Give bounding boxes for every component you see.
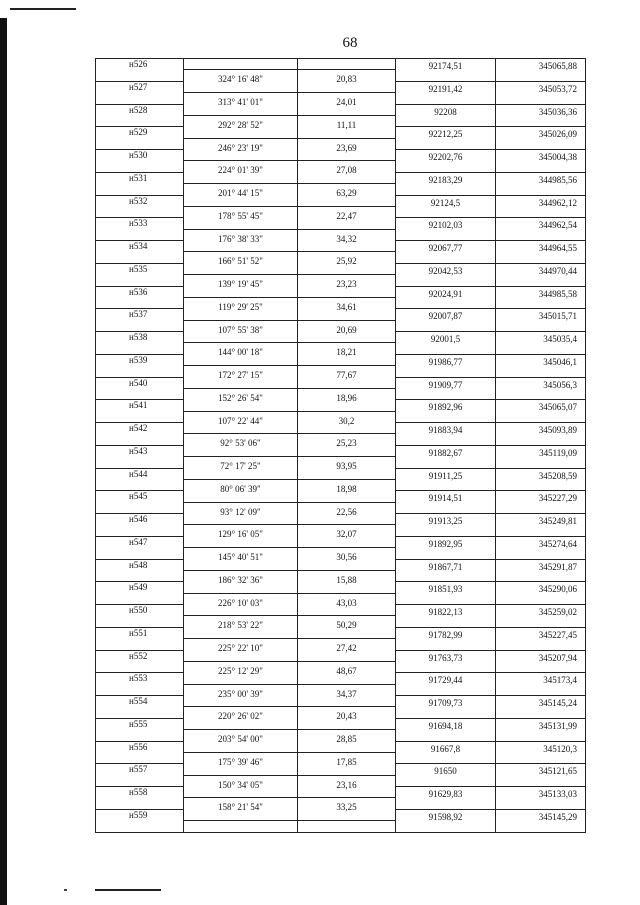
point-name-cell: н541	[96, 400, 184, 423]
angle-cell: 166° 51' 52"	[184, 252, 298, 275]
point-name-cell: н554	[96, 696, 184, 719]
coord-x-cell: 91892,95	[396, 537, 496, 560]
coord-y-cell: 345046,1	[496, 355, 586, 378]
distance-cell: 24,01	[298, 93, 396, 116]
scan-line-bottom	[95, 889, 161, 891]
coord-y-cell: 345035,4	[496, 332, 586, 355]
coord-x-cell: 92208	[396, 105, 496, 128]
coord-x-cell: 92024,91	[396, 287, 496, 310]
point-name-cell: н553	[96, 673, 184, 696]
angle-cell: 93° 12' 09"	[184, 503, 298, 526]
coord-y-cell: 345291,87	[496, 560, 586, 583]
point-name-cell: н540	[96, 378, 184, 401]
coord-y-cell: 345056,3	[496, 378, 586, 401]
angle-cell: 324° 16' 48"	[184, 70, 298, 93]
point-name-cell: н558	[96, 787, 184, 810]
coord-y-cell: 345119,09	[496, 446, 586, 469]
coord-x-cell: 91914,51	[396, 491, 496, 514]
angle-cell: 292° 28' 52"	[184, 116, 298, 139]
distance-cell: 20,83	[298, 70, 396, 93]
angle-cell: 72° 17' 25"	[184, 457, 298, 480]
coord-x-cell: 92174,51	[396, 59, 496, 82]
point-name-cell: н535	[96, 264, 184, 287]
distance-cell: 34,32	[298, 230, 396, 253]
coord-x-cell: 91650	[396, 764, 496, 787]
angle-cell: 176° 38' 33"	[184, 230, 298, 253]
distance-cell: 48,67	[298, 662, 396, 685]
point-name-cell: н548	[96, 560, 184, 583]
angle-cell: 80° 06' 39"	[184, 480, 298, 503]
coord-y-cell: 345173,4	[496, 673, 586, 696]
distance-cell: 27,42	[298, 639, 396, 662]
coord-x-cell: 91882,67	[396, 446, 496, 469]
angle-cell: 107° 55' 38"	[184, 321, 298, 344]
point-name-cell: н546	[96, 514, 184, 537]
distance-cell: 28,85	[298, 730, 396, 753]
point-name-cell: н537	[96, 309, 184, 332]
coord-x-cell: 92202,76	[396, 150, 496, 173]
coord-y-cell: 345145,29	[496, 810, 586, 833]
point-name-cell: н557	[96, 764, 184, 787]
coord-x-cell: 92124,5	[396, 196, 496, 219]
coord-x-cell: 92212,25	[396, 127, 496, 150]
coord-y-cell: 345290,06	[496, 582, 586, 605]
point-name-cell: н545	[96, 491, 184, 514]
angle-cell: 203° 54' 00"	[184, 730, 298, 753]
point-name-cell: н526	[96, 59, 184, 82]
coord-x-cell: 91909,77	[396, 378, 496, 401]
point-name-cell: н539	[96, 355, 184, 378]
angle-cell: 119° 29' 25"	[184, 298, 298, 321]
coord-x-cell: 91709,73	[396, 696, 496, 719]
point-name-cell: н547	[96, 537, 184, 560]
coord-y-cell: 345053,72	[496, 82, 586, 105]
distance-cell: 25,92	[298, 252, 396, 275]
coord-y-cell: 344962,54	[496, 218, 586, 241]
coord-y-cell: 345131,99	[496, 719, 586, 742]
point-name-cell: н536	[96, 287, 184, 310]
point-name-cell: н532	[96, 196, 184, 219]
angle-cell: 158° 21' 54"	[184, 798, 298, 821]
distance-cell: 27,08	[298, 161, 396, 184]
angle-cell: 145° 40' 51"	[184, 548, 298, 571]
angle-cell: 172° 27' 15"	[184, 366, 298, 389]
distance-cell: 93,95	[298, 457, 396, 480]
coord-y-cell: 345207,94	[496, 651, 586, 674]
point-name-cell: н549	[96, 582, 184, 605]
coord-x-cell: 91629,83	[396, 787, 496, 810]
angle-cell: 175° 39' 46"	[184, 753, 298, 776]
coord-y-cell: 345004,38	[496, 150, 586, 173]
angle-cell: 201° 44' 15"	[184, 184, 298, 207]
coord-y-cell: 345145,24	[496, 696, 586, 719]
coord-x-cell: 91822,13	[396, 605, 496, 628]
coord-x-cell: 91729,44	[396, 673, 496, 696]
distance-cell: 30,2	[298, 412, 396, 435]
angle-cell: 235° 00' 39"	[184, 685, 298, 708]
coord-x-cell: 91782,99	[396, 628, 496, 651]
point-name-cell: н551	[96, 628, 184, 651]
coord-y-cell: 345227,29	[496, 491, 586, 514]
coord-x-cell: 91911,25	[396, 469, 496, 492]
point-name-cell: н534	[96, 241, 184, 264]
coord-x-cell: 92102,03	[396, 218, 496, 241]
coord-y-cell: 345249,81	[496, 514, 586, 537]
distance-cell: 22,47	[298, 207, 396, 230]
distance-cell: 33,25	[298, 798, 396, 821]
coord-y-cell: 345026,09	[496, 127, 586, 150]
coord-x-cell: 91667,8	[396, 742, 496, 765]
angle-cell: 150° 34' 05"	[184, 776, 298, 799]
point-name-cell: н552	[96, 651, 184, 674]
distance-cell: 34,61	[298, 298, 396, 321]
coord-y-cell: 345133,03	[496, 787, 586, 810]
distance-cell: 23,69	[298, 139, 396, 162]
angle-cell: 186° 32' 36"	[184, 571, 298, 594]
coord-x-cell: 92067,77	[396, 241, 496, 264]
coord-x-cell: 91598,92	[396, 810, 496, 833]
angle-cell: 225° 22' 10"	[184, 639, 298, 662]
coord-x-cell: 91986,77	[396, 355, 496, 378]
coordinates-table	[95, 58, 586, 833]
angle-cell: 139° 19' 45"	[184, 275, 298, 298]
point-name-cell: н530	[96, 150, 184, 173]
angle-cell: 246° 23' 19"	[184, 139, 298, 162]
angle-cell: 178° 55' 45"	[184, 207, 298, 230]
scan-dot	[64, 889, 67, 891]
page-number: 68	[342, 35, 358, 51]
distance-cell: 23,23	[298, 275, 396, 298]
coord-y-cell: 345015,71	[496, 309, 586, 332]
point-name-cell: н531	[96, 173, 184, 196]
coord-y-cell: 344962,12	[496, 196, 586, 219]
coord-y-cell: 345093,89	[496, 423, 586, 446]
coord-y-cell: 344964,55	[496, 241, 586, 264]
distance-cell: 20,43	[298, 707, 396, 730]
angle-cell: 92° 53' 06"	[184, 434, 298, 457]
distance-cell: 30,56	[298, 548, 396, 571]
point-name-cell: н550	[96, 605, 184, 628]
angle-cell: 218° 53' 22"	[184, 616, 298, 639]
point-name-cell: н556	[96, 742, 184, 765]
distance-cell: 18,21	[298, 343, 396, 366]
coord-y-cell: 345065,88	[496, 59, 586, 82]
coord-x-cell: 92001,5	[396, 332, 496, 355]
coord-y-cell: 345065,07	[496, 400, 586, 423]
angle-cell: 220° 26' 02"	[184, 707, 298, 730]
coord-x-cell: 92042,53	[396, 264, 496, 287]
coord-y-cell: 344970,44	[496, 264, 586, 287]
distance-cell: 43,03	[298, 594, 396, 617]
distance-cell: 63,29	[298, 184, 396, 207]
coord-y-cell: 345227,45	[496, 628, 586, 651]
distance-cell: 25,23	[298, 434, 396, 457]
coord-y-cell: 345274,64	[496, 537, 586, 560]
point-name-cell: н544	[96, 469, 184, 492]
angle-cell: 313° 41' 01"	[184, 93, 298, 116]
point-name-cell: н559	[96, 810, 184, 833]
distance-cell: 22,56	[298, 503, 396, 526]
distance-cell: 18,98	[298, 480, 396, 503]
distance-cell: 11,11	[298, 116, 396, 139]
coord-y-cell: 344985,58	[496, 287, 586, 310]
distance-cell: 32,07	[298, 525, 396, 548]
point-name-cell: н542	[96, 423, 184, 446]
distance-cell: 77,67	[298, 366, 396, 389]
coord-y-cell: 345121,65	[496, 764, 586, 787]
angle-cell: 225° 12' 29"	[184, 662, 298, 685]
table-empty-cell	[184, 821, 298, 832]
coord-x-cell: 91892,96	[396, 400, 496, 423]
point-name-cell: н555	[96, 719, 184, 742]
distance-cell: 50,29	[298, 616, 396, 639]
angle-cell: 226° 10' 03"	[184, 594, 298, 617]
point-name-cell: н529	[96, 127, 184, 150]
distance-cell: 23,16	[298, 776, 396, 799]
coord-x-cell: 91867,71	[396, 560, 496, 583]
angle-cell: 107° 22' 44"	[184, 412, 298, 435]
coord-y-cell: 345036,36	[496, 105, 586, 128]
point-name-cell: н538	[96, 332, 184, 355]
table-empty-cell	[298, 59, 396, 70]
coord-x-cell: 92183,29	[396, 173, 496, 196]
coord-y-cell: 345208,59	[496, 469, 586, 492]
coord-x-cell: 91851,93	[396, 582, 496, 605]
coord-x-cell: 91763,73	[396, 651, 496, 674]
coord-x-cell: 91694,18	[396, 719, 496, 742]
table-empty-cell	[184, 59, 298, 70]
distance-cell: 34,37	[298, 685, 396, 708]
point-name-cell: н543	[96, 446, 184, 469]
coord-y-cell: 345120,3	[496, 742, 586, 765]
coord-x-cell: 91913,25	[396, 514, 496, 537]
table-empty-cell	[298, 821, 396, 832]
distance-cell: 18,96	[298, 389, 396, 412]
coord-y-cell: 345259,02	[496, 605, 586, 628]
coord-y-cell: 344985,56	[496, 173, 586, 196]
point-name-cell: н533	[96, 218, 184, 241]
distance-cell: 20,69	[298, 321, 396, 344]
scan-line-top	[10, 8, 76, 10]
angle-cell: 144° 00' 18"	[184, 343, 298, 366]
coord-x-cell: 92191,42	[396, 82, 496, 105]
scan-edge-shadow	[0, 18, 7, 905]
point-name-cell: н528	[96, 105, 184, 128]
angle-cell: 152° 26' 54"	[184, 389, 298, 412]
angle-cell: 224° 01' 39"	[184, 161, 298, 184]
distance-cell: 17,85	[298, 753, 396, 776]
point-name-cell: н527	[96, 82, 184, 105]
angle-cell: 129° 16' 05"	[184, 525, 298, 548]
coord-x-cell: 91883,94	[396, 423, 496, 446]
distance-cell: 15,88	[298, 571, 396, 594]
coord-x-cell: 92007,87	[396, 309, 496, 332]
